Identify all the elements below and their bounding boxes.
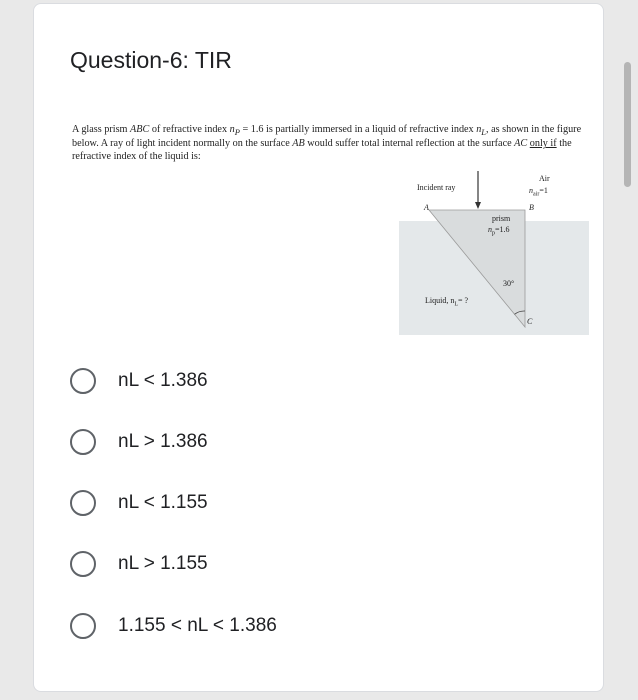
prism-diagram	[379, 169, 589, 339]
scrollbar[interactable]	[624, 62, 631, 187]
air-label: Air	[539, 174, 550, 183]
option-3[interactable]	[70, 486, 490, 520]
vertex-a-label: A	[424, 203, 429, 212]
liquid-label: Liquid, $n_L=$ ?	[425, 296, 469, 308]
vertex-b-label: B	[529, 203, 534, 212]
angle-label: 30°	[503, 279, 515, 288]
prism-index-label: $n_p=1.6$	[488, 225, 510, 237]
option-2[interactable]	[70, 425, 490, 459]
vertex-c-label: C	[527, 317, 533, 326]
air-index-label: $n_{air}=1$	[529, 186, 548, 198]
question-text: A glass prism ABC of refractive index $n_P = 1.6$ is partially immersed in a liquid of refractive index $n_L$, as shown in the figure below. A ray of light incident normally on the surface AB would suffer total internal reflection at the surface AC only if the refractive index of the liquid is:	[72, 124, 582, 162]
option-4[interactable]	[70, 547, 490, 581]
radio-button[interactable]	[70, 613, 96, 639]
option-label: nL < 1.155	[118, 492, 208, 513]
option-1[interactable]	[70, 364, 490, 398]
option-label: 1.155 < nL < 1.386	[118, 615, 277, 636]
option-label: nL > 1.386	[118, 431, 208, 452]
question-card	[33, 3, 604, 692]
option-5[interactable]	[70, 609, 490, 643]
option-label: nL < 1.386	[118, 370, 208, 391]
radio-button[interactable]	[70, 490, 96, 516]
prism-figure	[379, 169, 589, 339]
incident-ray-label: Incident ray	[417, 183, 456, 192]
radio-button[interactable]	[70, 551, 96, 577]
option-label: nL > 1.155	[118, 553, 208, 574]
question-title: Question-6: TIR	[70, 47, 232, 73]
radio-button[interactable]	[70, 368, 96, 394]
radio-button[interactable]	[70, 429, 96, 455]
prism-label: prism	[492, 214, 511, 223]
incident-ray-arrowhead	[475, 202, 481, 209]
